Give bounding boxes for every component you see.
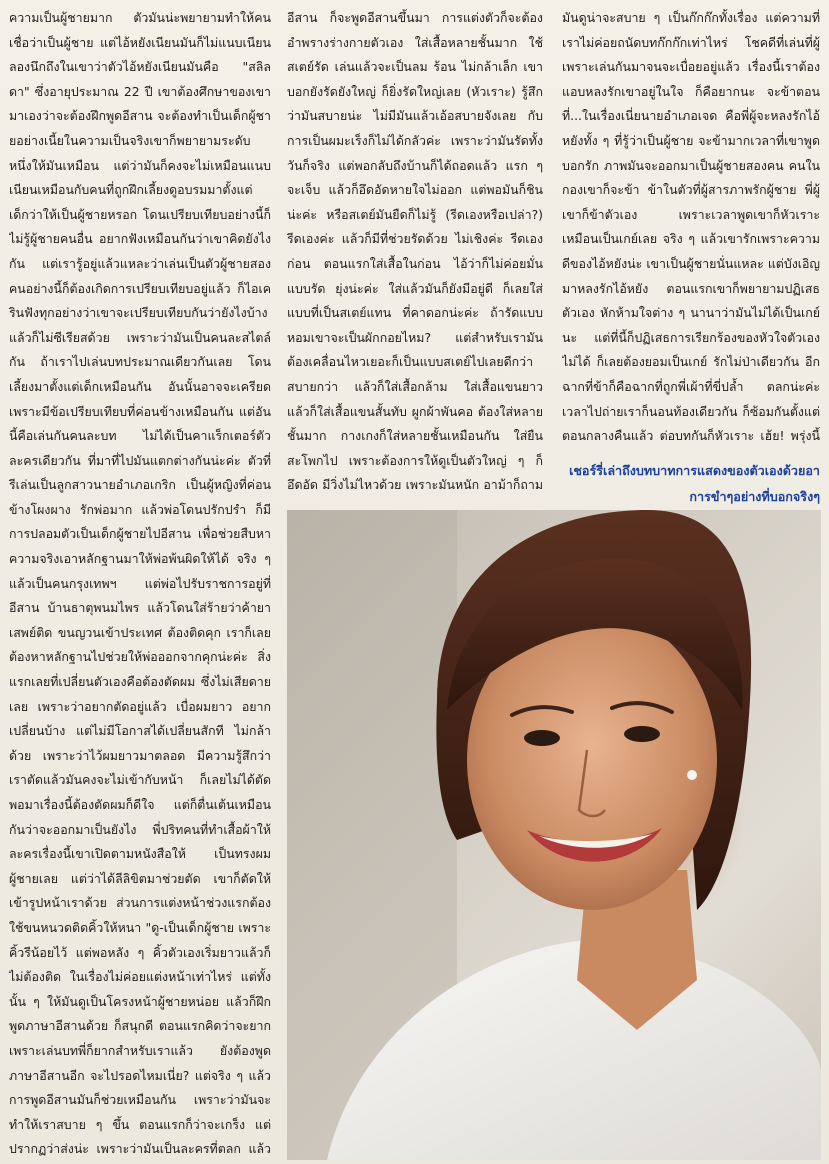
portrait-photo [287,510,821,1160]
photo-caption: เชอร์รี่เล่าถึงบทบาทการแสดงของตัวเองด้วยอาการขำๆอย่างที่บอกจริงๆ [569,463,820,504]
article-column-2 [287,6,543,496]
article-column-3 [562,6,820,446]
portrait-illustration [287,510,821,1160]
earring [687,770,697,780]
right-eye [624,726,660,742]
column-3-text: มันดูน่าจะสบาย ๆ เป็นก๊กก๊กทั้งเรื่อง แต่ความที่เราไม่ค่อยถนัดบทก๊กก๊กเท่าไหร่ โชคดีที่เล่นที่ผู้ เพราะเล่นกันมาจนจะเบื่อยอยู่แล้ว เรื่องนี้เราต้องแอบหลงรักเขาอยู่ในใจ ก็คือยากนะ จะข้าตอนที่...ในเรื่องเนี่ยนายอำเภอเจด คือพี่ผู้จะหลงรักไอ้หยังทั้ง ๆ ที่รู้ว่าเป็นผู้ชาย จะข้ามากเวลาที่เขาพูดบอกรัก ภาพมันจะออกมาเป็นผู้ชายสองคน คนในกองเขาก็จะข้า ข้าในตัวที่ผู้สารภาพรักผู้ชาย พี่ผู้เขาก็ข้าตัวเอง เพราะเวลาพูดเขาก็หัวเราะ เหมือนเป็นเกย์เลย จริง ๆ แล้วเขารักเพราะความดีของไอ้หยังน่ะ เขาเป็นผู้ชายนั่นแหละ แต่บังเอิญมาหลงรักไอ้หยัง ตอนแรกเขาก็พยายามปฏิเสธตัวเอง หักห้ามใจต่าง ๆ นานาว่ามันไม่ได้เป็นเกย์นะ แต่ที่นี้ก็ปฏิเสธการเรียกร้องของหัวใจตัวเองไม่ได้ ก็เลยต้องยอมเป็นเกย์ รักไม่ป่าเดียวกัน อีกฉากที่ข้าก็คือฉากที่ถูกพี่เผ้าที่ขี่ปล้ำ ตลกน่ะค่ะ เวลาไปถ่ายเราก็นอนท้องเดียวกัน ก็ซ้อมกันตั้งแต่ตอนกลางคืนแล้ว ต่อบทกันก็หัวเราะ เฮ้ย! พรุ่งนี้ [562,10,820,444]
left-eye [524,730,560,746]
article-column-1 [9,6,271,1162]
column-1-text: ความเป็นผู้ชายมาก ตัวมันน่ะพยายามทำให้คนเชื่อว่าเป็นผู้ชาย แต่ไอ้หยังเนียนมันก็ไม่แนบเนียน ลองนึกถึงในเขาว่าตัวไอ้หยังเนียนมันคือ "สลิลดา" ซึ่งอายุประมาณ 22 ปี เขาต้องศึกษาของเขามาเองว่าจะต้องฝึกพูดอีสาน จะต้องทำเป็นเด็กผู้ชายอย่างเนี้ยในความเป็นจริงเขาก็พยายามระดับหนึ่งให้มันเหมือน แต่ว่ามันก็คงจะไม่เหมือนแนบเนียนเหมือนกับคนที่ถูกฝึกเลี้ยงดูอบรมมาตั้งแต่เด็กว่าให้เป็นผู้ชายหรอก โดนเปรียบเทียบอย่างนี้ก็ไม่รู้ผู้ชายคนอื่น อยากฟังเหมือนกันว่าเขาคิดยังไงกัน แต่เรารู้อยู่แล้วแหละว่าเล่นเป็นตัวผู้ชายสองคนอย่างนี้ก็ต้องเกิดการเปรียบเทียบอยู่แล้ว ก็ไอเครินฟังทุกอย่างว่าเขาจะเปรียบเทียบกันว่ายังไงบ้าง แล้วก็ไม่ซีเรียสด้วย เพราะว่ามันเป็นคนละสไตล์กัน ถ้าเราไปเล่นบทประมาณเดียวกันเลย โดนเลี้ยงมาตั้งแต่เด็กเหมือนกัน อันนั้นอาจจะเครียด เพราะมีข้อเปรียบเทียบที่ค่อนข้างเหมือนกัน แต่อันนี้คือเล่นกันคนละบท ไม่ได้เป็นคาแร็กเตอร์ตัวละครเดียวกัน ที่มาที่ไปมันแตกต่างกันน่ะค่ะ ตัวที่รีเล่นเป็นลูกสาวนายอำเภอเกริก เป็นผู้หญิงที่ค่อนข้างโผงผาง รักพ่อมาก แล้วพ่อโดนปรักปรำ ก็มีการปลอมตัวเป็นเด็กผู้ชายไปอีสาน เพื่อช่วยสืบหาความจริงเอาหลักฐานมาให้พ่อพ้นผิดให้ได้ จริง ๆ แล้วเป็นคนกรุงเทพฯ แต่พ่อไปรับราชการอยู่ที่อีสาน บ้านธาตุพนมไพร แล้วโดนใส่ร้ายว่าค้ายาเสพย์ติด ขนญวนเข้าประเทศ ต้องติดคุก เราก็เลยต้องหาหลักฐานไปช่วยให้พ่อออกจากคุกน่ะค่ะ สิ่งแรกเลยที่เปลี่ยนตัวเองคือต้องตัดผม ซึ่งไม่เสียดายเลย เพราะว่าอยากตัดอยู่แล้ว เบื่อผมยาว อยากเปลี่ยนบ้าง แต่ไม่มีโอกาสได้เปลี่ยนสักที ไม่กล้าด้วย เพราะว่าไว้ผมยาวมาตลอด มีความรู้สึกว่าเราตัดแล้วมันคงจะไม่เข้ากับหน้า ก็เลยไม่ได้ตัด พอมาเรื่องนี้ต้องตัดผมก็ดีใจ แต่ก็ตื่นเต้นเหมือนกันว่าจะออกมาเป็นยังไง พี่ปริทคนที่ทำเสื้อผ้าให้ละครเรื่องนี้เขาเปิดตามหนังสือให้ เป็นทรงผมผู้ชายเลย แต่ว่าได้ลีลิขิตมาช่วยตัด เขาก็ตัดให้เข้ารูปหน้าเราด้วย ส่วนการแต่งหน้าช่วงแรกต้องใช้ขนหนวดติดคิ้วให้หนา "ดู-เป็นเด็กผู้ชาย เพราะคิ้วรีน้อยไว้ แต่พอหลัง ๆ คิ้วตัวเองเริ่มยาวแล้วก็ไม่ต้องติด ในเรื่องไม่ค่อยแต่งหน้าเท่าไหร่ แต่ทั้งนั้น ๆ ให้มันดูเป็นโครงหน้าผู้ชายหน่อย แล้วก็ฝึกพูดภาษาอีสานด้วย ก็สนุกดี ตอนแรกคิดว่าจะยาก เพราะเล่นบทพี่ก็ยากสำหรับเราแล้ว ยังต้องพูดภาษาอีสานอีก จะไปรอดไหมเนี่ย? แต่จริง ๆ แล้วการพูดอีสานมันก็ช่วยเหมือนกัน เพราะว่ามันจะทำให้เราสบาย ๆ ขึ้น ตอนแรกก็ว่าจะเกร็ง แต่ปรากฏว่าส่งน่ะ เพราะว่ามันเป็นละครที่ตลก แล้ว [9,10,271,1157]
column-2-text: อีสาน ก็จะพูดอีสานขึ้นมา การแต่งตัวก็จะต้องอำพรางร่างกายตัวเอง ใส่เสื้อหลายชั้นมาก ใช้สเตย์รัด เล่นแล้วจะเป็นลม ร้อน ไม่กล้าเล็ก เขาบอกยังรัดยังใหญ่ ก็ยิ่งรัดใหญ่เลย (หัวเราะ) รู้สึกว่ามันสบายน่ะ ไม่มีมันแล้วเอ้อสบายจังเลย กับการเป็นผมะเร็งก็ไม่ได้กลัวค่ะ เพราะว่ามันรัดทั้งวันก็จริง แต่พอกลับถึงบ้านก็ได้ถอดแล้ว แรก ๆ จะเจ็บ แล้วก็อึดอัดหายใจไม่ออก แต่พอมันก็ชินน่ะค่ะ หรือสเตย์มันยืดก็ไม่รู้ (รีดเองหรือเปล่า?) รีดเองค่ะ แล้วก็มีที่ช่วยรัดด้วย ไม่เชิงค่ะ รีดเองก่อน ตอนแรกใส่เสื้อในก่อน ไอ้ว่าก็ไม่ค่อยมั่นแบบรัด ยุ่งน่ะค่ะ ใส่แล้วมันก็ยังมีอยู่ดี ก็เลยใส่แบบที่เป็นสเตย์แทน ที่คาดอกน่ะค่ะ ถ้ารัดแบบหอมเขาจะเป็นผักกอยไหม? แต่สำหรับเรามันต้องเคลื่อนไหวเยอะก็เป็นแบบสเตย์ไปเลยดีกว่า สบายกว่า แล้วก็ใส่เสื้อกล้าม ใส่เสื้อแขนยาว แล้วก็ใส่เสื้อแขนสั้นทับ ผูกผ้าพันคอ ต้องใส่หลายชั้นมาก กางเกงก็ใส่หลายชั้นเหมือนกัน ใส่ยืนสะโพกไป เพราะต้องการให้ดูเป็นตัวใหญ่ ๆ ก็อึดอัด มีวิ่งไม่ไหวด้วย เพราะมันหนัก อาม้าก็ถาม [287,10,543,493]
